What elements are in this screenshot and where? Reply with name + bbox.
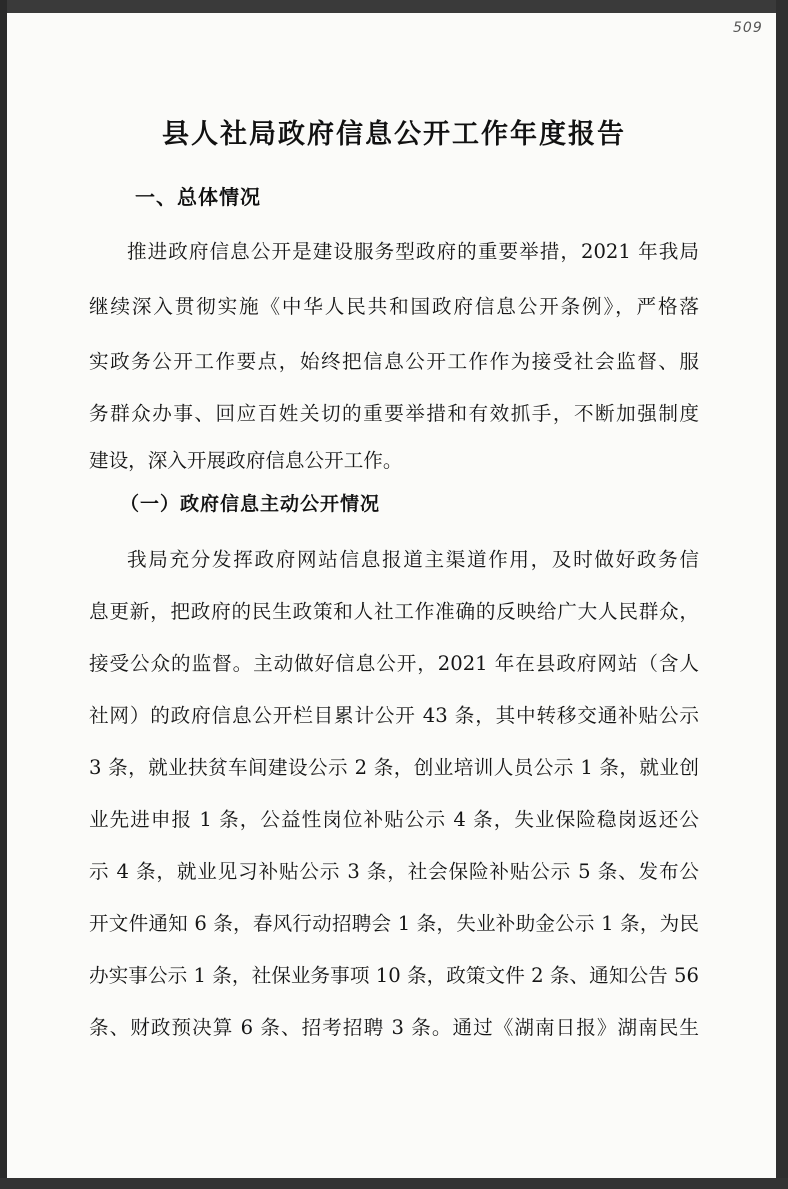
paragraph-line: 条、财政预决算 6 条、招考招聘 3 条。通过《湖南日报》湖南民生 <box>89 1016 699 1039</box>
document-page <box>7 13 776 1178</box>
handwritten-page-number: 509 <box>733 20 763 36</box>
paragraph-line: 开文件通知 6 条，春风行动招聘会 1 条，失业补助金公示 1 条，为民 <box>89 912 699 935</box>
paragraph-line: 建设，深入开展政府信息公开工作。 <box>89 449 403 472</box>
subsection-heading-active-disclosure: （一）政府信息主动公开情况 <box>120 493 381 515</box>
scan-border-right <box>776 0 788 1189</box>
paragraph-line: 继续深入贯彻实施《中华人民共和国政府信息公开条例》，严格落 <box>89 295 699 318</box>
paragraph-line: 接受公众的监督。主动做好信息公开，2021 年在县政府网站（含人 <box>89 652 699 675</box>
section-heading-overview: 一、总体情况 <box>135 185 261 209</box>
paragraph-line: 办实事公示 1 条，社保业务事项 10 条，政策文件 2 条、通知公告 56 <box>89 964 699 987</box>
paragraph-line: 示 4 条，就业见习补贴公示 3 条，社会保险补贴公示 5 条、发布公 <box>89 860 699 883</box>
paragraph-line: 业先进申报 1 条，公益性岗位补贴公示 4 条，失业保险稳岗返还公 <box>89 808 699 831</box>
paragraph-line: 务群众办事、回应百姓关切的重要举措和有效抓手，不断加强制度 <box>89 402 699 425</box>
scan-border-left <box>0 0 7 1189</box>
paragraph-line: 3 条，就业扶贫车间建设公示 2 条，创业培训人员公示 1 条，就业创 <box>89 756 699 779</box>
scan-border-bottom <box>0 1178 788 1189</box>
paragraph-line: 推进政府信息公开是建设服务型政府的重要举措，2021 年我局 <box>127 240 699 263</box>
scan-border-top <box>0 0 788 13</box>
document-title: 县人社局政府信息公开工作年度报告 <box>162 119 626 150</box>
paragraph-line: 我局充分发挥政府网站信息报道主渠道作用，及时做好政务信 <box>127 548 699 571</box>
paragraph-line: 社网）的政府信息公开栏目累计公开 43 条，其中转移交通补贴公示 <box>89 704 699 727</box>
paragraph-line: 实政务公开工作要点，始终把信息公开工作作为接受社会监督、服 <box>89 350 699 373</box>
paragraph-line: 息更新，把政府的民生政策和人社工作准确的反映给广大人民群众， <box>89 600 699 623</box>
